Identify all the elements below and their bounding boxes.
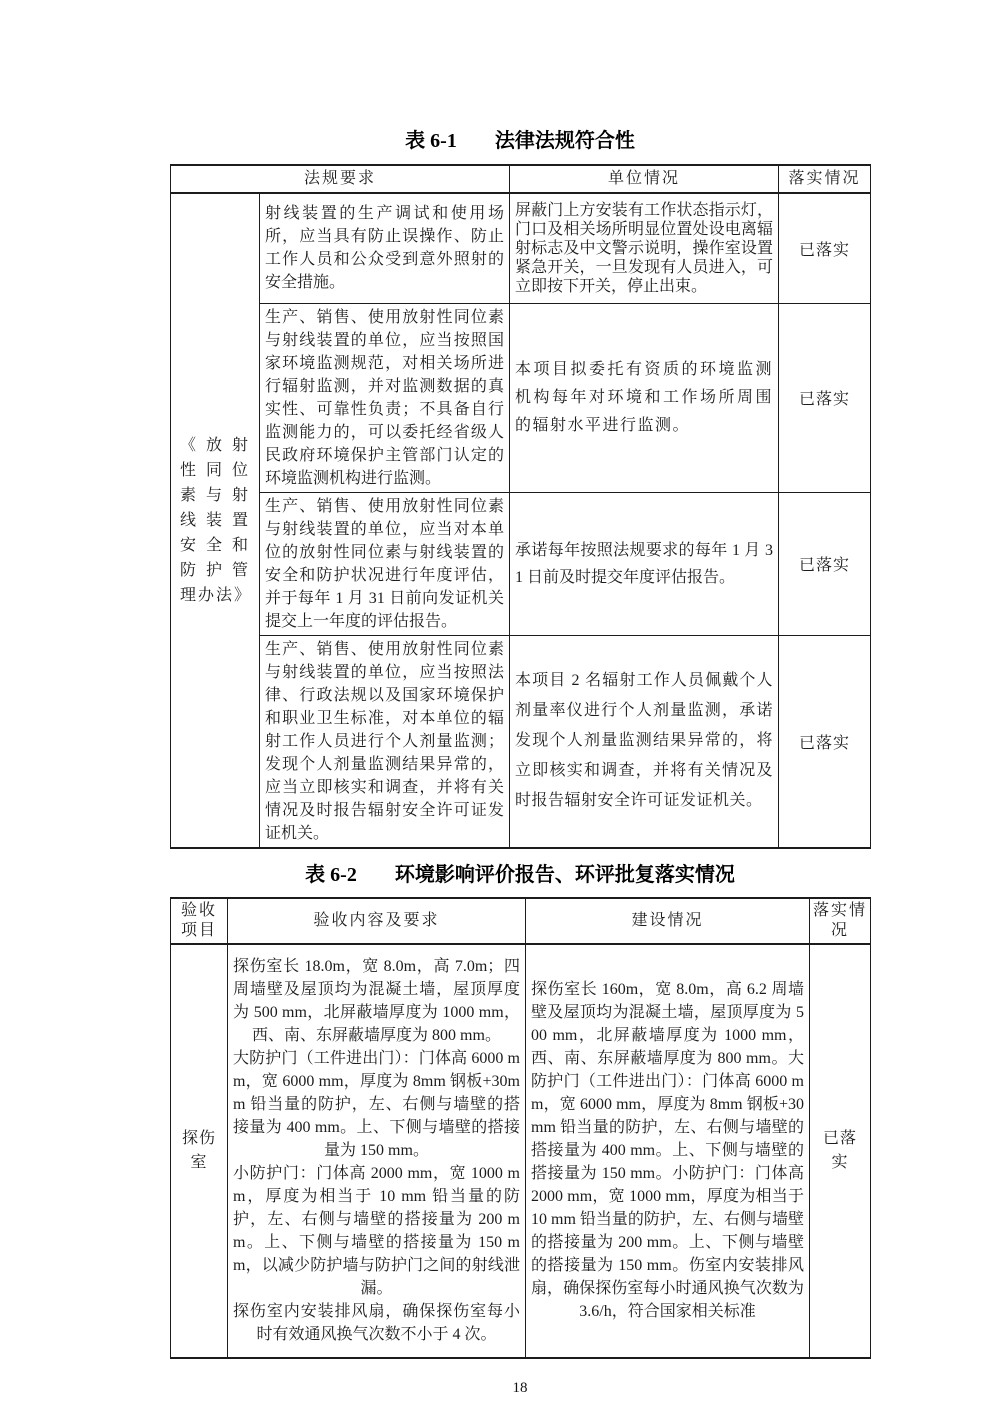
unit-status-cell: 屏蔽门上方安装有工作状态指示灯，门口及相关场所明显位置处设电离辐射标志及中文警示说明，操作室设置紧急开关，一旦发现有人员进入，可立即按下开关，停止出束。 xyxy=(510,193,779,303)
content-paragraph: 探伤室长 18.0m，宽 8.0m，高 7.0m；四周墙壁及屋顶均为混凝土墙，屋顶厚度为 500 mm，北屏蔽墙厚度为 1000 mm，西、南、东屏蔽墙厚度为 800 mm。 xyxy=(233,958,520,1044)
table1-row-1 xyxy=(171,193,871,303)
table2-header-status: 落实情况 xyxy=(810,898,871,944)
requirement-cell: 射线装置的生产调试和使用场所，应当具有防止误操作、防止工作人员和公众受到意外照射的安全措施。 xyxy=(260,193,510,303)
table1-header-row xyxy=(171,165,871,193)
table1-header-requirement: 法规要求 xyxy=(171,165,510,193)
law-name-cell xyxy=(171,193,260,848)
table2-row-1 xyxy=(171,944,871,1358)
table-law-compliance xyxy=(170,164,871,849)
acceptance-content-cell xyxy=(228,944,526,1358)
table2-caption xyxy=(170,862,870,888)
law-name: 《放射性同位素与射线装置安全和防护管理办法》 xyxy=(180,436,253,604)
table1-row-2 xyxy=(171,303,871,492)
content-paragraph: 大防护门（工件进出门）：门体高 6000 mm，宽 6000 mm，厚度为 8mm 钢板+30mm 铅当量的防护，左、右侧与墙壁的搭接量为 400 mm。上、下侧与墙壁的搭接量为 150 mm。 xyxy=(233,1050,520,1159)
acceptance-item-cell xyxy=(171,944,228,1358)
status-cell: 已落实 xyxy=(779,635,871,848)
table2-header-content: 验收内容及要求 xyxy=(228,898,526,944)
table1-caption xyxy=(170,128,870,154)
table1-row-4 xyxy=(171,635,871,848)
status-cell: 已落实 xyxy=(779,492,871,635)
page-content xyxy=(170,0,870,1397)
table-eia-implementation xyxy=(170,897,871,1359)
table1-row-3 xyxy=(171,492,871,635)
table2-header-row xyxy=(171,898,871,944)
unit-status-cell: 本项目拟委托有资质的环境监测机构每年对环境和工作场所周围的辐射水平进行监测。 xyxy=(510,303,779,492)
acceptance-item-name: 探伤室 xyxy=(181,1129,216,1171)
status-cell: 已落实 xyxy=(779,193,871,303)
content-paragraph: 探伤室内安装排风扇，确保探伤室每小时有效通风换气次数不小于 4 次。 xyxy=(233,1303,520,1343)
table1-caption-title: 法律法规符合性 xyxy=(494,130,635,152)
requirement-cell: 生产、销售、使用放射性同位素与射线装置的单位，应当按照法律、行政法规以及国家环境保护和职业卫生标准，对本单位的辐射工作人员进行个人剂量监测；发现个人剂量监测结果异常的，应当立即核实和调查，并将有关情况及时报告辐射安全许可证发证机关。 xyxy=(260,635,510,848)
table2-header-item: 验收项目 xyxy=(171,898,228,944)
table2-caption-title: 环境影响评价报告、环评批复落实情况 xyxy=(394,863,735,886)
requirement-cell: 生产、销售、使用放射性同位素与射线装置的单位，应当对本单位的放射性同位素与射线装置的安全和防护状况进行年度评估，并于每年 1 月 31 日前向发证机关提交上一年度的评估报告。 xyxy=(260,492,510,635)
table1-caption-label: 表 6-1 xyxy=(405,130,457,152)
table1-header-status: 落实情况 xyxy=(779,165,871,193)
unit-status-cell: 承诺每年按照法规要求的每年 1 月 31 日前及时提交年度评估报告。 xyxy=(510,492,779,635)
content-paragraph: 小防护门：门体高 2000 mm，宽 1000 mm，厚度为相当于 10 mm 铅当量的防护，左、右侧与墙壁的搭接量为 200 mm。上、下侧与墙壁的搭接量为 150 mm，以减少防护墙与防护门之间的射线泄漏。 xyxy=(233,1165,520,1297)
construction-status-cell xyxy=(526,944,810,1358)
status-text: 已落实 xyxy=(823,1129,858,1171)
construction-paragraph: 探伤室长 160m，宽 8.0m，高 6.2 周墙壁及屋顶均为混凝土墙，屋顶厚度为 500 mm，北屏蔽墙厚度为 1000 mm，西、南、东屏蔽墙厚度为 800 mm。大防护门（工件进出门）：门体高 6000 mm，宽 6000 mm，厚度为 8mm 钢板+30mm 铅当量的防护，左、右侧与墙壁的搭接量为 400 mm。上、下侧与墙壁的搭接量为 150 mm。小防护门：门体高 2000 mm，宽 1000 mm，厚度为相当于 10 mm 铅当量的防护，左、右侧与墙壁的搭接量为 200 mm。上、下侧与墙壁的搭接量为 150 mm。伤室内安装排风扇，确保探伤室每小时通风换气次数为 3.6/h，符合国家相关标准 xyxy=(531,981,804,1320)
table2-header-construction: 建设情况 xyxy=(526,898,810,944)
page-number: 18 xyxy=(512,1379,528,1396)
status-cell: 已落实 xyxy=(779,303,871,492)
table2-caption-label: 表 6-2 xyxy=(305,863,357,886)
unit-status-cell: 本项目 2 名辐射工作人员佩戴个人剂量率仪进行个人剂量监测，承诺发现个人剂量监测结果异常的，将立即核实和调查，并将有关情况及时报告辐射安全许可证发证机关。 xyxy=(510,635,779,848)
requirement-cell: 生产、销售、使用放射性同位素与射线装置的单位，应当按照国家环境监测规范，对相关场所进行辐射监测，并对监测数据的真实性、可靠性负责；不具备自行监测能力的，可以委托经省级人民政府环境保护主管部门认定的环境监测机构进行监测。 xyxy=(260,303,510,492)
status-cell xyxy=(810,944,871,1358)
table1-header-unit: 单位情况 xyxy=(510,165,779,193)
